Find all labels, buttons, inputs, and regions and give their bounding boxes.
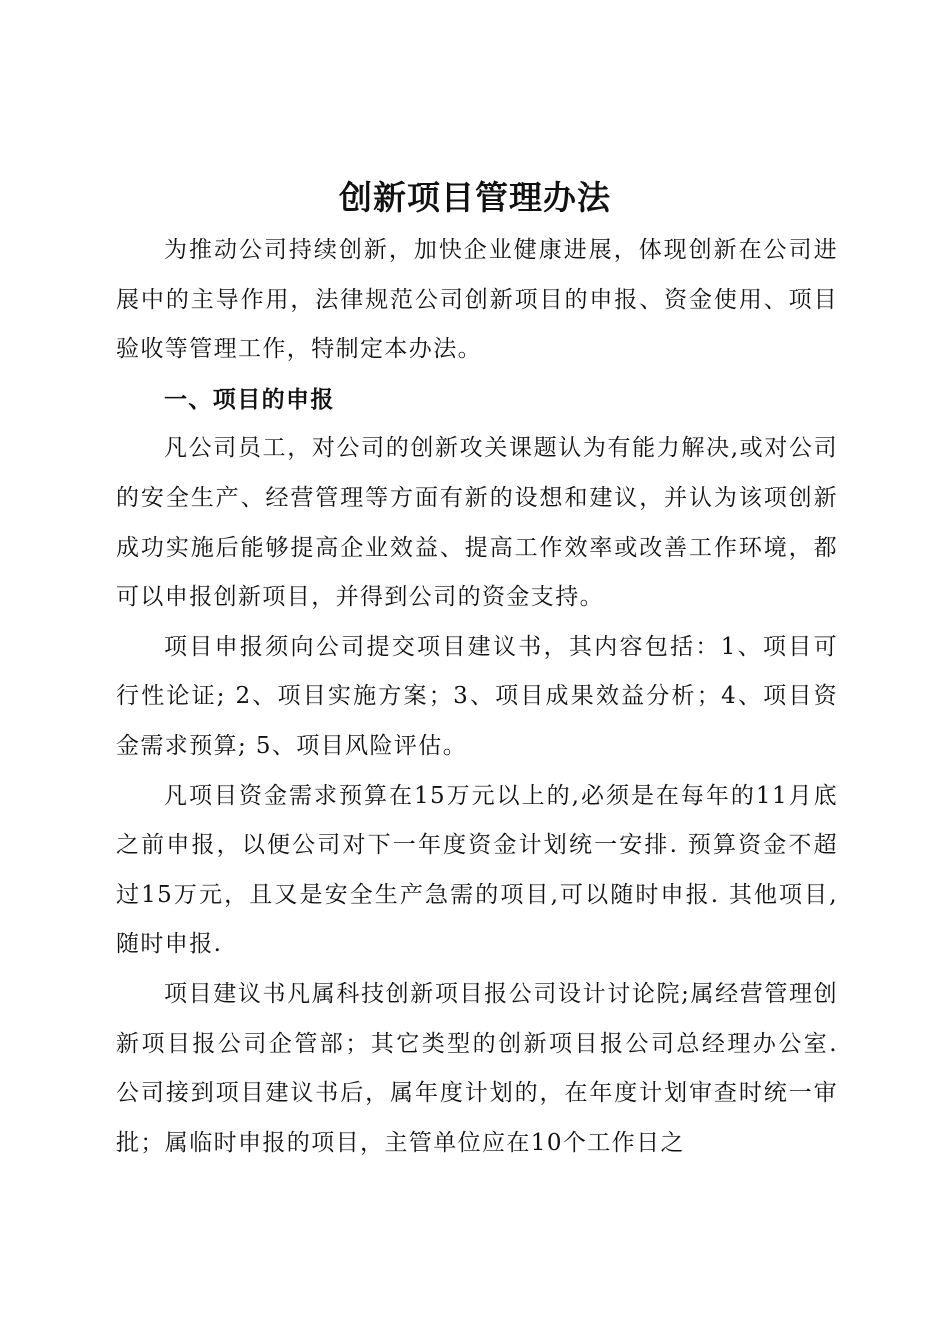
section-heading-application: 一、项目的申报 [164, 385, 335, 413]
proposal-contents-paragraph: 项目申报须向公司提交项目建议书，其内容包括：1、项目可行性论证; 2、项目实施方案；3、项目成果效益分析；4、项目资金需求预算; 5、项目风险评估。 [116, 633, 838, 759]
document-title: 创新项目管理办法 [339, 178, 611, 217]
budget-deadline-paragraph: 凡项目资金需求预算在15万元以上的,必须是在每年的11月底之前申报，以便公司对下一年度资金计划统一安排. 预算资金不超过15万元，且又是安全生产急需的项目,可以随时申报. 其他项目,随时申报. [116, 782, 838, 958]
document-body [116, 226, 838, 1168]
submission-routing-paragraph: 项目建议书凡属科技创新项目报公司设计讨论院;属经营管理创新项目报公司企管部；其它类型的创新项目报公司总经理办公室. 公司接到项目建议书后，属年度计划的，在年度计划审查时统一审批；属临时申报的项目，主管单位应在10个工作日之 [116, 980, 838, 1156]
intro-paragraph: 为推动公司持续创新，加快企业健康进展，体现创新在公司进展中的主导作用，法律规范公司创新项目的申报、资金使用、项目验收等管理工作，特制定本办法。 [116, 237, 838, 363]
eligibility-paragraph: 凡公司员工，对公司的创新攻关课题认为有能力解决,或对公司的安全生产、经营管理等方面有新的设想和建议，并认为该项创新成功实施后能够提高企业效益、提高工作效率或改善工作环境，都可以申报创新项目，并得到公司的资金支持。 [116, 435, 838, 611]
